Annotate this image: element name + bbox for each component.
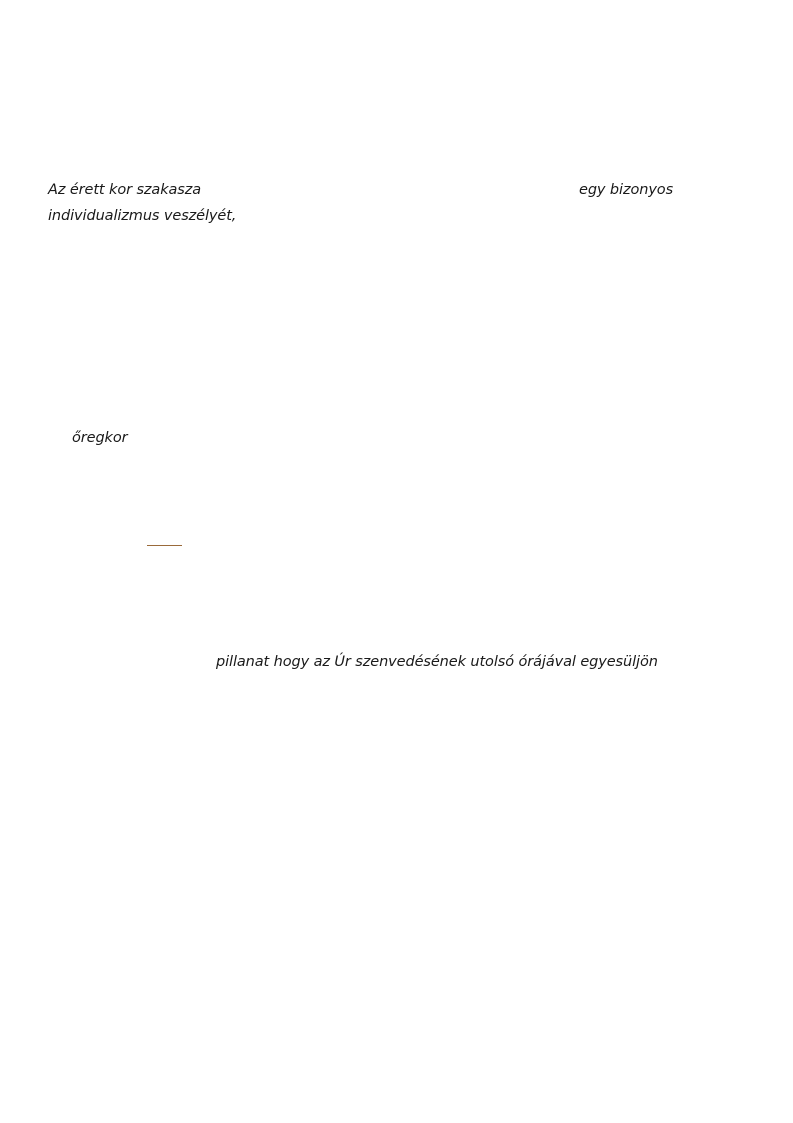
text-fragment: Az érett kor szakasza	[48, 182, 202, 198]
text-fragment: egy bizonyos	[579, 182, 674, 198]
footnote-separator	[147, 545, 182, 546]
text-fragment: individualizmus veszélyét,	[48, 208, 237, 224]
text-fragment: pillanat hogy az Úr szenvedésének utolsó órájával egyesüljön	[216, 654, 658, 670]
text-fragment: őregkor	[72, 430, 128, 446]
